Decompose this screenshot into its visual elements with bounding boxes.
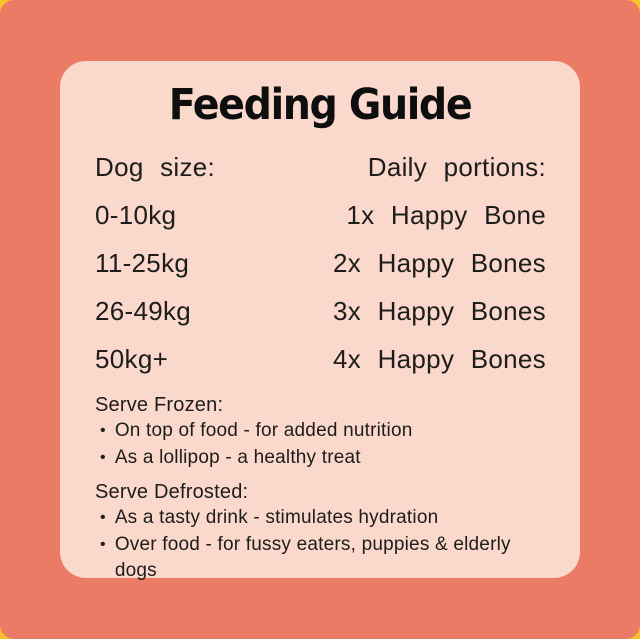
list-item bbox=[95, 445, 550, 472]
daily-portions-header: Daily portions: bbox=[367, 151, 546, 182]
dog-size-cell: 11-25kg bbox=[95, 247, 190, 278]
list-item-text: Over food - for fussy eaters, puppies & elderly dogs bbox=[114, 534, 511, 581]
dog-size-cell: 0-10kg bbox=[95, 199, 177, 230]
list-item bbox=[95, 532, 550, 584]
serve-frozen-section bbox=[95, 392, 550, 472]
page-title: Feeding Guide bbox=[168, 80, 472, 130]
bullet-icon: • bbox=[100, 509, 106, 526]
section-heading: Serve Defrosted: bbox=[95, 481, 249, 503]
serving-instructions bbox=[60, 392, 580, 584]
daily-portion-cell: 3x Happy Bones bbox=[333, 295, 546, 326]
list-item bbox=[95, 505, 550, 532]
table-row bbox=[60, 191, 580, 239]
list-item-text: On top of food - for added nutrition bbox=[114, 420, 413, 441]
feeding-guide-card bbox=[60, 61, 580, 581]
list-item bbox=[95, 418, 550, 445]
feeding-table bbox=[60, 143, 580, 383]
daily-portion-cell: 1x Happy Bone bbox=[346, 199, 546, 230]
table-header-row bbox=[60, 143, 580, 191]
daily-portion-cell: 4x Happy Bones bbox=[333, 343, 546, 374]
bullet-icon: • bbox=[100, 449, 106, 466]
list-item-text: As a lollipop - a healthy treat bbox=[114, 447, 361, 468]
table-row bbox=[60, 287, 580, 335]
dog-size-header: Dog size: bbox=[95, 151, 216, 182]
table-row bbox=[60, 239, 580, 287]
serve-defrosted-section bbox=[95, 479, 550, 584]
dog-size-cell: 26-49kg bbox=[95, 295, 192, 326]
daily-portion-cell: 2x Happy Bones bbox=[333, 247, 546, 278]
dog-size-cell: 50kg+ bbox=[95, 343, 169, 374]
bullet-icon: • bbox=[100, 422, 106, 439]
bullet-icon: • bbox=[100, 536, 106, 553]
section-heading: Serve Frozen: bbox=[95, 394, 224, 416]
list-item-text: As a tasty drink - stimulates hydration bbox=[114, 507, 439, 528]
table-row bbox=[60, 335, 580, 383]
